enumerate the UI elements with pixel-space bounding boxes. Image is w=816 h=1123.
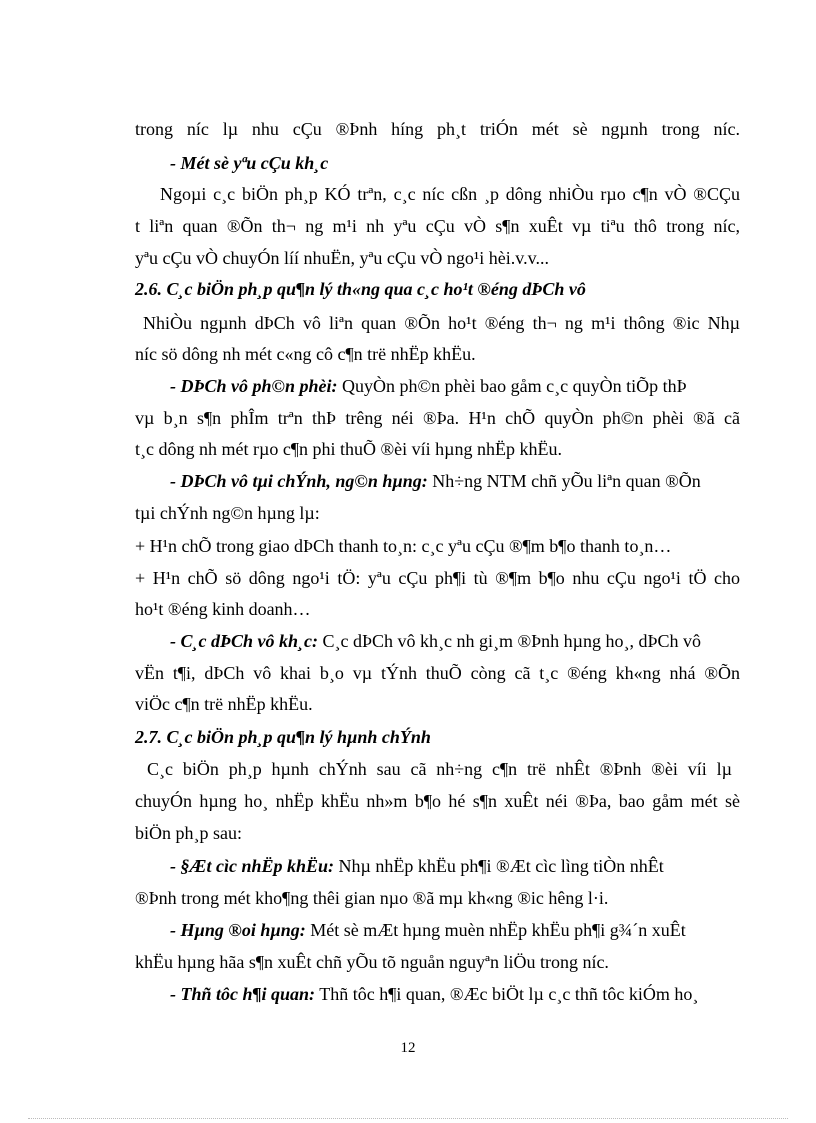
body-line: t¸c dông nh mét rµo c¶n phi thuÕ ®èi víi hµng nhËp khËu. xyxy=(135,439,563,459)
subheading-line: - §Æt cìc nhËp khËu: Nhµ nhËp khËu ph¶i ®Æt cìc lìng tiÒn nhÊt xyxy=(170,856,664,876)
body-line: chuyÓn hµng ho¸ nhËp khËu nh»m b¶o hé s¶n xuÊt néi ®Þa, bao gåm mét sè xyxy=(135,791,740,811)
body-line: ho¹t ®éng kinh doanh… xyxy=(135,599,311,619)
section-heading: 2.6. C¸c biÖn ph¸p qu¶n lý th«ng qua c¸c ho¹t ®éng dÞCh vô xyxy=(135,279,586,299)
subheading-line: - DÞCh vô tµi chÝnh, ng©n hµng: Nh÷ng NTM chñ yÕu liªn quan ®Õn xyxy=(170,471,701,491)
subheading-line: - Thñ tôc h¶i quan: Thñ tôc h¶i quan, ®Æc biÖt lµ c¸c thñ tôc kiÓm ho¸ xyxy=(170,984,699,1004)
subheading-line: - Hµng ®oi hµng: Mét sè mÆt hµng muèn nhËp khËu ph¶i g¾´n xuÊt xyxy=(170,920,686,940)
subheading-line: - C¸c dÞCh vô kh¸c: C¸c dÞCh vô kh¸c nh gi¸m ®Þnh hµng ho¸, dÞCh vô xyxy=(170,631,702,651)
body-line: ®Þnh trong mét kho¶ng thêi gian nµo ®ã mµ kh«ng ®ic hêng l·i. xyxy=(135,888,609,908)
body-line: trong níc lµ nhu cÇu ®Þnh híng ph¸t triÓn mét sè ngµnh trong níc. xyxy=(135,119,740,139)
body-line: vµ b¸n s¶n phÎm trªn thÞ trêng néi ®Þa. H¹n chÕ quyÒn ph©n phèi ®ã cã xyxy=(135,408,740,428)
body-line: yªu cÇu vÒ chuyÓn líí nhuËn, yªu cÇu vÒ ngo¹i hèi.v.v... xyxy=(135,248,549,268)
body-line: viÖc c¶n trë nhËp khËu. xyxy=(135,694,313,714)
body-line: C¸c biÖn ph¸p hµnh chÝnh sau cã nh÷ng c¶n trë nhÊt ®Þnh ®èi víi lµ xyxy=(147,759,732,779)
subheading-line: - DÞCh vô ph©n phèi: QuyÒn ph©n phèi bao gåm c¸c quyÒn tiÕp thÞ xyxy=(170,376,687,396)
body-line: Ngoµi c¸c biÖn ph¸p KÓ trªn, c¸c níc cßn ¸p dông nhiÒu rµo c¶n vÒ ®CÇu xyxy=(160,184,740,204)
body-line: khËu hµng hãa s¶n xuÊt chñ yÕu tõ nguån nguyªn liÖu trong níc. xyxy=(135,952,609,972)
body-line: + H¹n chÕ trong giao dÞCh thanh to¸n: c¸c yªu cÇu ®¶m b¶o thanh to¸n… xyxy=(135,536,672,556)
subheading-line: - Mét sè yªu cÇu kh¸c xyxy=(170,153,329,173)
section-heading: 2.7. C¸c biÖn ph¸p qu¶n lý hµnh chÝnh xyxy=(135,727,431,747)
page-number: 12 xyxy=(400,1040,416,1056)
body-line: níc sö dông nh mét c«ng cô c¶n trë nhËp khËu. xyxy=(135,344,476,364)
body-line: + H¹n chÕ sö dông ngo¹i tÖ: yªu cÇu ph¶i tù ®¶m b¶o nhu cÇu ngo¹i tÖ cho xyxy=(135,568,740,588)
body-line: vËn t¶i, dÞCh vô khai b¸o vµ tÝnh thuÕ còng cã t¸c ®éng kh«ng nhá ®Õn xyxy=(135,663,740,683)
body-line: NhiÒu ngµnh dÞCh vô liªn quan ®Õn ho¹t ®éng th¬ ng m¹i thông ®ic Nhµ xyxy=(143,313,740,333)
body-line: tµi chÝnh ng©n hµng lµ: xyxy=(135,503,320,523)
footer-divider xyxy=(28,1118,788,1119)
body-line: biÖn ph¸p sau: xyxy=(135,823,242,843)
body-line: t liªn quan ®Õn th¬ ng m¹i nh yªu cÇu vÒ s¶n xuÊt vµ tiªu thô trong níc, xyxy=(135,216,740,236)
